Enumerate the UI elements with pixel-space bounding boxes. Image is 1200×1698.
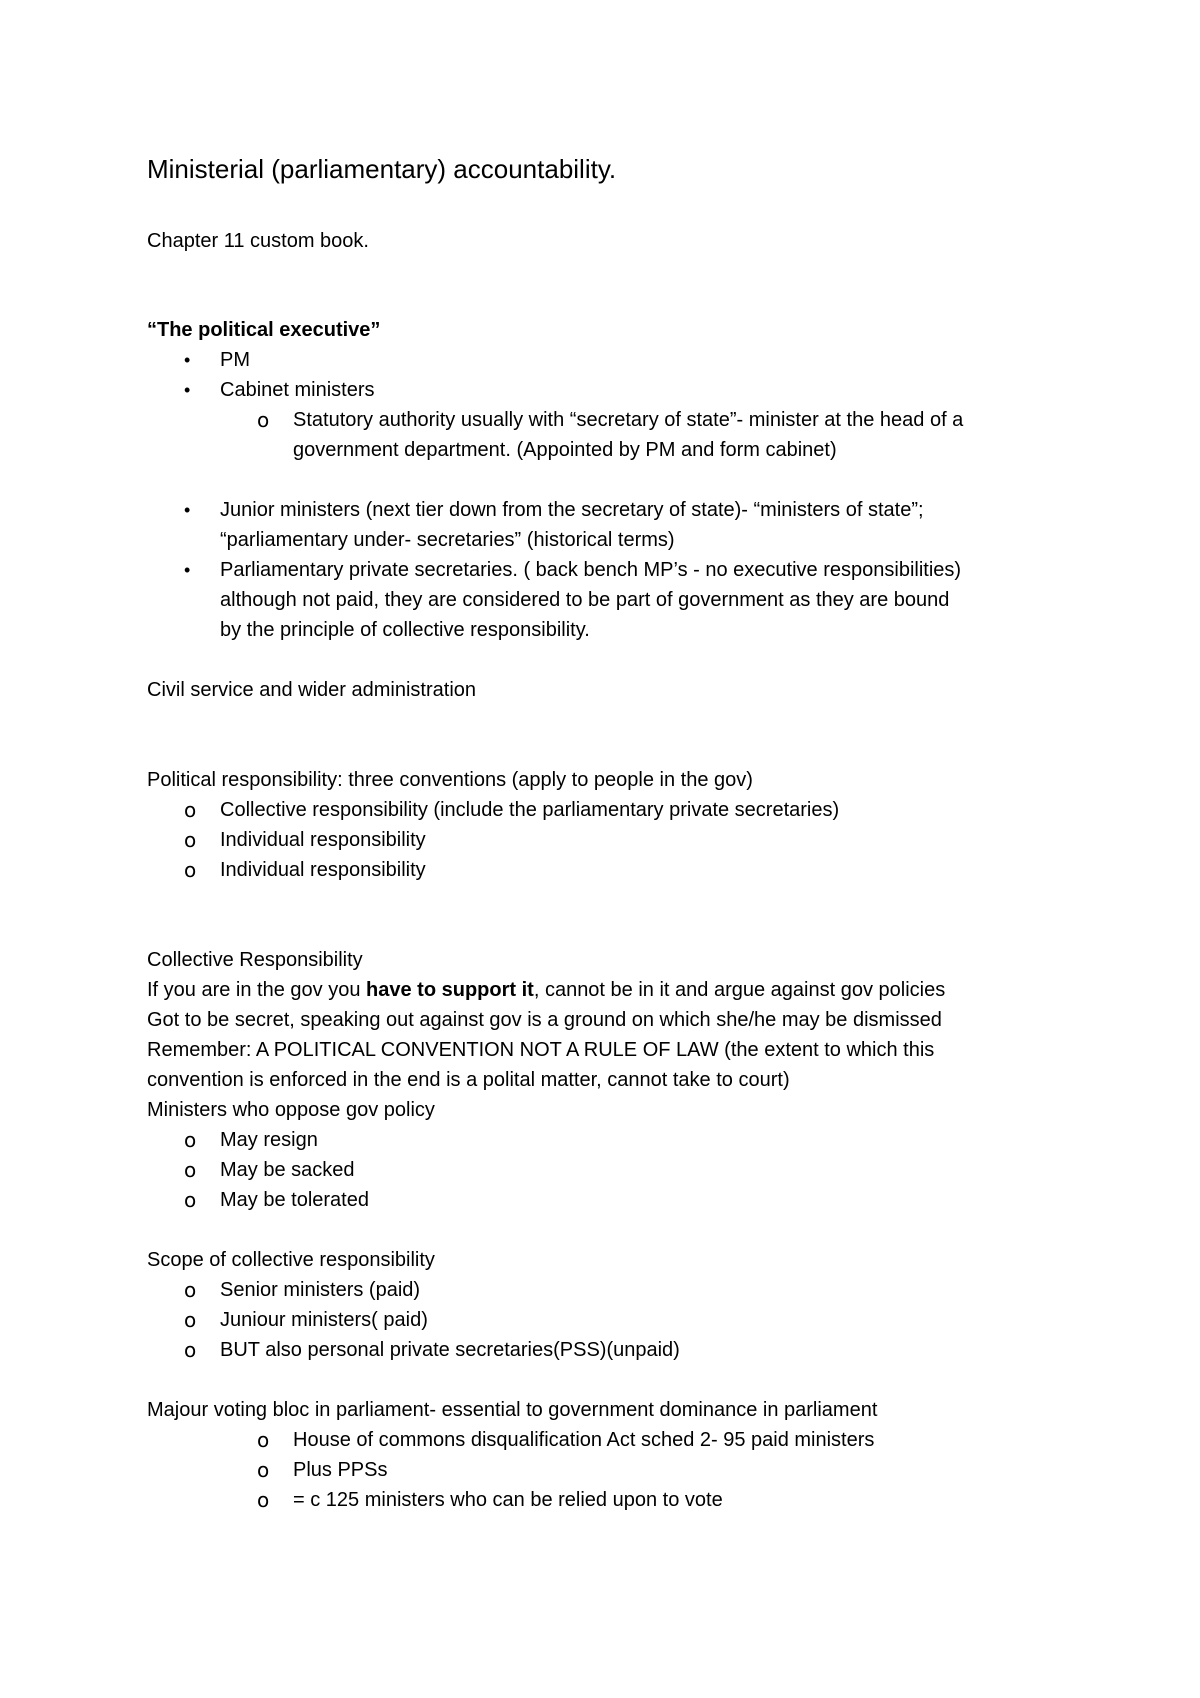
list-item-continuation: by the principle of collective responsibility. [220,619,590,641]
list-item-continuation: although not paid, they are considered to be part of government as they are bound [220,589,950,611]
circle-bullet-marker: o [184,1338,197,1362]
circle-bullet-marker: o [184,1308,197,1332]
collective-heading: Collective Responsibility [147,949,363,971]
circle-bullet-marker: o [184,1158,197,1182]
scope-heading: Scope of collective responsibility [147,1249,435,1271]
circle-bullet-marker: o [184,1128,197,1152]
document-subtitle: Chapter 11 custom book. [147,230,369,252]
document-title: Ministerial (parliamentary) accountability. [147,154,617,184]
circle-bullet-marker: o [257,1488,270,1512]
circle-bullet-marker: o [184,798,197,822]
circle-bullet-marker: o [184,1278,197,1302]
list-item: Cabinet ministers [220,379,375,401]
list-item: May be tolerated [220,1189,369,1211]
list-item: Junior ministers (next tier down from the secretary of state)- “ministers of state”; [220,499,924,521]
list-item: Plus PPSs [293,1459,388,1481]
list-item: Parliamentary private secretaries. ( back bench MP’s - no executive responsibilities) [220,559,962,581]
political-executive-heading: “The political executive” [147,319,381,341]
bullet-marker: • [184,380,191,400]
collective-line-1-end: , cannot be in it and argue against gov policies [533,979,946,1001]
collective-line-3: Remember: A POLITICAL CONVENTION NOT A RULE OF LAW (the extent to which this [147,1039,935,1061]
circle-bullet-marker: o [184,1188,197,1212]
collective-emphasis: have to support it [366,979,534,1001]
collective-line-5: Ministers who oppose gov policy [147,1099,435,1121]
collective-line-4: convention is enforced in the end is a polital matter, cannot take to court) [147,1069,790,1091]
list-item: BUT also personal private secretaries(PSS)(unpaid) [220,1339,680,1361]
list-item-continuation: “parliamentary under- secretaries” (historical terms) [220,529,675,551]
list-item: Senior ministers (paid) [220,1279,421,1301]
list-item: Statutory authority usually with “secretary of state”- minister at the head of a [293,409,964,431]
circle-bullet-marker: o [257,1428,270,1452]
bullet-marker: • [184,500,191,520]
list-item: House of commons disqualification Act sched 2- 95 paid ministers [293,1429,875,1451]
collective-line-1-start: If you are in the gov you [147,979,367,1001]
civil-service-heading: Civil service and wider administration [147,679,477,701]
bullet-marker: • [184,350,191,370]
list-item: Juniour ministers( paid) [220,1309,428,1331]
list-item: Individual responsibility [220,859,426,881]
list-item-continuation: government department. (Appointed by PM and form cabinet) [293,439,837,461]
list-item: May resign [220,1129,318,1151]
circle-bullet-marker: o [257,408,270,432]
list-item: May be sacked [220,1159,355,1181]
political-responsibility-heading: Political responsibility: three conventions (apply to people in the gov) [147,769,753,791]
list-item: = c 125 ministers who can be relied upon to vote [293,1489,723,1511]
circle-bullet-marker: o [257,1458,270,1482]
collective-line-1 [147,976,945,1004]
circle-bullet-marker: o [184,828,197,852]
voting-heading: Majour voting bloc in parliament- essential to government dominance in parliament [147,1399,878,1421]
bullet-marker: • [184,560,191,580]
collective-line-2: Got to be secret, speaking out against gov is a ground on which she/he may be dismissed [147,1009,942,1031]
circle-bullet-marker: o [184,858,197,882]
list-item: Collective responsibility (include the parliamentary private secretaries) [220,799,840,821]
list-item: PM [220,349,250,371]
list-item: Individual responsibility [220,829,426,851]
